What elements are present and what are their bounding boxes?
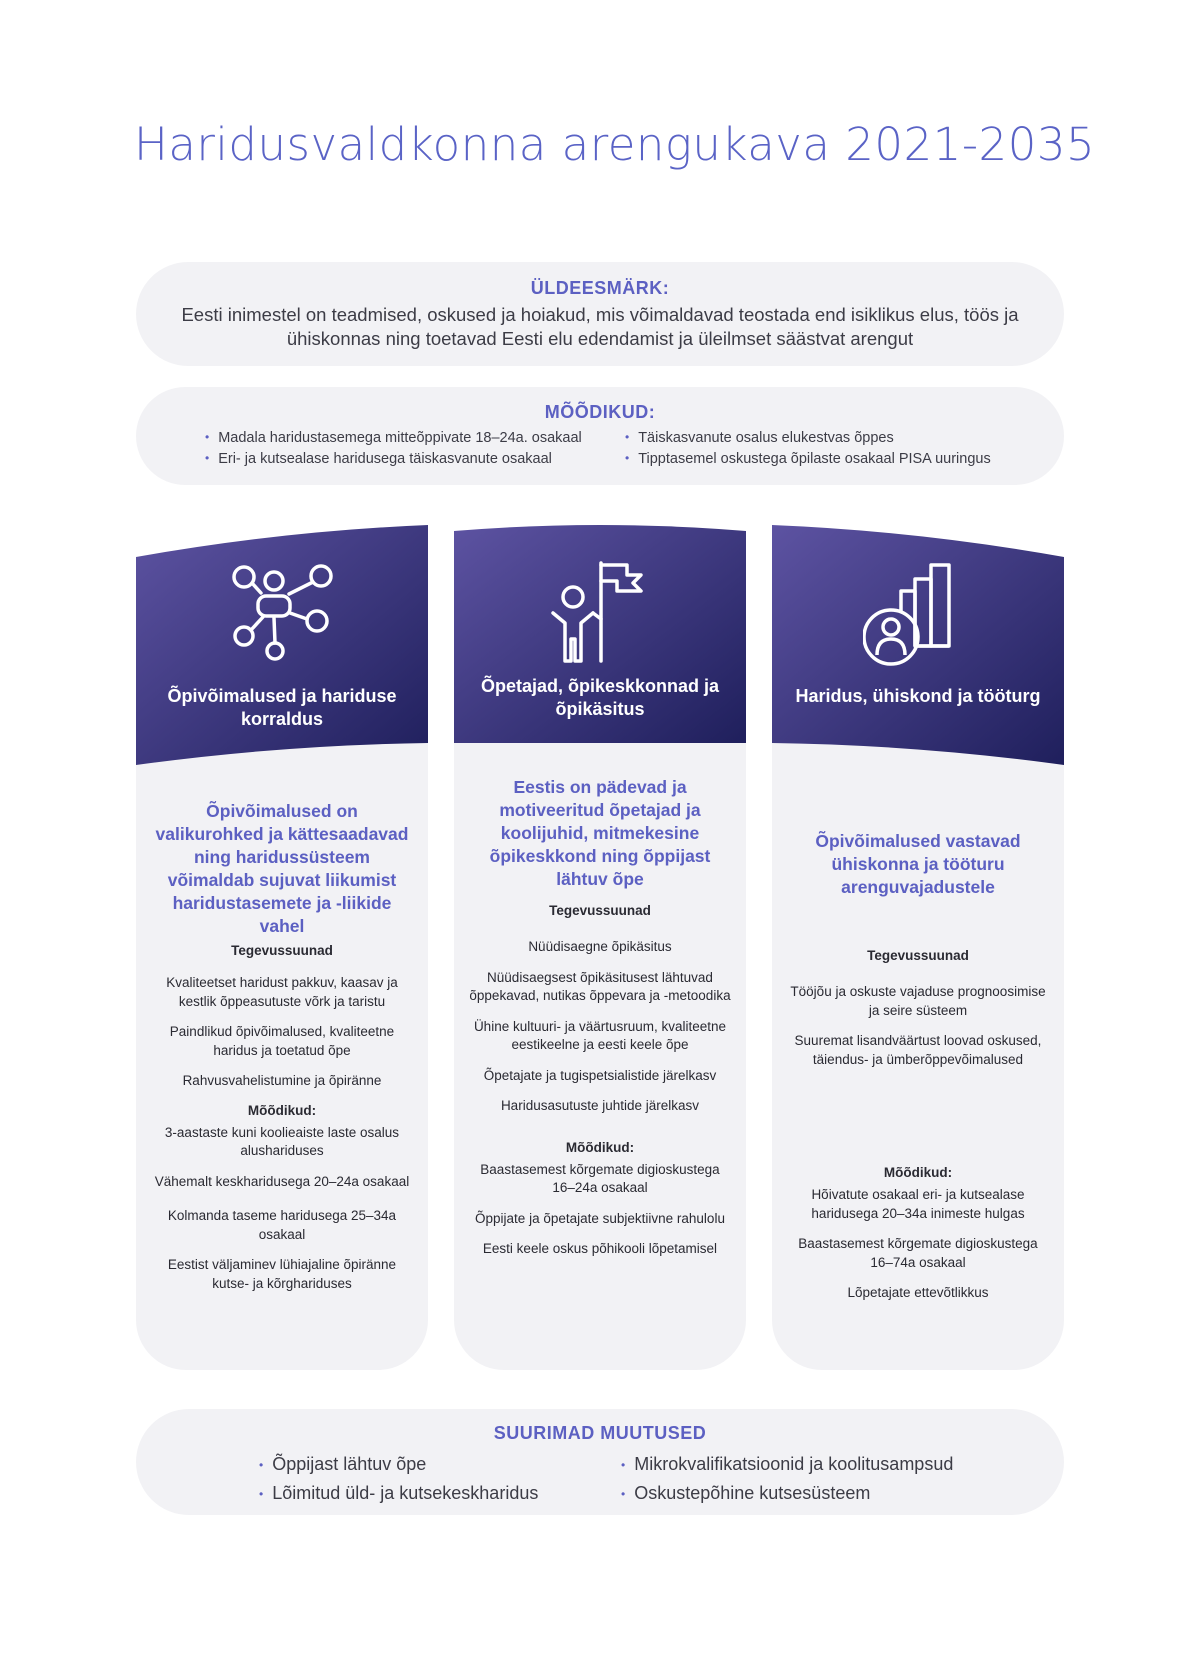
list-item: • Täiskasvanute osalus elukestvas õppes	[625, 430, 894, 446]
pillar-header	[136, 525, 428, 765]
measure-item: Lõpetajate ettevõtlikkus	[847, 1285, 989, 1300]
measures-panel	[136, 387, 1064, 485]
pillar-header	[454, 525, 746, 765]
measures-list-left	[205, 427, 625, 469]
pillar-goal: Õpivõimalused vastavad ühiskonna ja tööturu arenguvajadustele	[815, 831, 1021, 897]
measure-item: Eestist väljaminev lühiajaline õpiränne kutse- ja kõrghariduses	[167, 1257, 397, 1291]
bullet-icon: •	[625, 451, 630, 465]
pillar-column-2	[454, 525, 746, 1370]
action-item: Suuremat lisandväärtust loovad oskused, täiendus- ja ümberõppevõimalused	[794, 1033, 1042, 1067]
measure-item: Baastasemest kõrgemate digioskustega 16–74a osakaal	[798, 1236, 1038, 1270]
person-flag-icon	[545, 561, 655, 671]
measure-item: Baastasemest kõrgemate digioskustega 16–24a osakaal	[480, 1161, 720, 1195]
measures-heading: MÕÕDIKUD:	[544, 402, 656, 422]
measure-item: Kolmanda taseme haridusega 25–34a osakaal	[167, 1208, 397, 1242]
bullet-icon: •	[205, 451, 210, 465]
bullet-icon: •	[625, 430, 630, 444]
bullet-icon: •	[259, 1458, 264, 1472]
action-item: Nüüdisaegsest õpikäsitusest lähtuvad õppekavad, nutikas õppevara ja -metoodika	[469, 969, 731, 1003]
pillar-title: Õpetajad, õpikeskkonnad ja õpikäsitus	[480, 676, 720, 719]
action-item: Haridusasutuste juhtide järelkasv	[500, 1098, 700, 1113]
measures-subheading: Mõõdikud:	[883, 1165, 953, 1180]
list-item: • Oskustepõhine kutsesüsteem	[621, 1483, 871, 1503]
overall-goal-text: Eesti inimestel on teadmised, oskused ja hoiakud, mis võimaldavad teostada end isiklikus elus, töös ja ühiskonnas ning toetavad Eesti elu edendamist ja üleilmset säästvat arengut	[181, 304, 1019, 349]
pillar-column-3	[772, 525, 1064, 1370]
pillar-goal: Eestis on pädevad ja motiveeritud õpetajad ja koolijuhid, mitmekesine õpikeskkond ning õppijast lähtuv õpe	[489, 777, 711, 889]
bullet-icon: •	[205, 430, 210, 444]
action-item: Tööjõu ja oskuste vajaduse prognoosimise ja seire süsteem	[790, 984, 1046, 1018]
bullet-icon: •	[621, 1487, 626, 1501]
action-item: Õpetajate ja tugispetsialistide järelkasv	[483, 1067, 717, 1083]
measure-item: Õppijate ja õpetajate subjektiivne rahulolu	[475, 1210, 725, 1226]
list-item: • Õppijast lähtuv õpe	[259, 1454, 427, 1474]
changes-list-right	[621, 1450, 981, 1508]
overall-goal-heading: ÜLDEESMÄRK:	[530, 278, 670, 298]
action-item: Rahvusvahelistumine ja õpiränne	[182, 1073, 382, 1088]
measures-subheading: Mõõdikud:	[565, 1139, 635, 1155]
pillar-details	[786, 948, 1050, 1315]
action-item: Paindlikud õpivõimalused, kvaliteetne haridus ja toetatud õpe	[169, 1024, 395, 1058]
bullet-icon: •	[259, 1487, 264, 1501]
changes-list-left	[259, 1450, 621, 1508]
pillar-details	[150, 943, 414, 1305]
pillar-goal: Õpivõimalused on valikurohked ja kättesaadavad ning haridussüsteem võimaldab sujuvat liikumist haridustasemete ja -liikide vahel	[155, 801, 409, 936]
page-title: Haridusvaldkonna arengukava 2021-2035	[134, 118, 1096, 171]
action-item: Ühine kultuuri- ja väärtusruum, kvaliteetne eestikeelne ja eesti keele õpe	[473, 1018, 727, 1052]
measure-item: Hõivatute osakaal eri- ja kutsealase haridusega 20–34a inimeste hulgas	[811, 1187, 1025, 1221]
list-item: • Eri- ja kutsealase haridusega täiskasvanute osakaal	[205, 451, 552, 467]
list-item: • Madala haridustasemega mitteõppivate 18–24a. osakaal	[205, 430, 582, 446]
actions-heading: Tegevussuunad	[867, 948, 969, 963]
network-person-icon	[227, 561, 337, 661]
list-item: • Tipptasemel oskustega õpilaste osakaal PISA uuringus	[625, 451, 991, 467]
measure-item: Vähemalt keskharidusega 20–24a osakaal	[154, 1173, 410, 1189]
overall-goal-panel	[136, 262, 1064, 366]
actions-heading: Tegevussuunad	[231, 943, 333, 958]
biggest-changes-panel	[136, 1409, 1064, 1515]
list-item: • Mikrokvalifikatsioonid ja koolitusampsud	[621, 1454, 954, 1474]
action-item: Kvaliteetset haridust pakkuv, kaasav ja kestlik õppeasutuste võrk ja taristu	[166, 975, 398, 1009]
actions-heading: Tegevussuunad	[549, 903, 651, 918]
pillar-title: Õpivõimalused ja hariduse korraldus	[167, 686, 397, 729]
pillar-header	[772, 525, 1064, 765]
bullet-icon: •	[621, 1458, 626, 1472]
list-item: • Lõimitud üld- ja kutsekeskharidus	[259, 1483, 539, 1503]
measures-subheading: Mõõdikud:	[247, 1102, 317, 1118]
biggest-changes-heading: SUURIMAD MUUTUSED	[493, 1423, 707, 1443]
pillar-column-1	[136, 525, 428, 1370]
pillar-details	[468, 903, 732, 1271]
measure-item: Eesti keele oskus põhikooli lõpetamisel	[482, 1241, 718, 1256]
measures-list-right	[625, 427, 1025, 469]
person-growth-chart-icon	[863, 561, 973, 671]
measure-item: 3-aastaste kuni koolieaiste laste osalus alushariduses	[164, 1124, 400, 1158]
action-item: Nüüdisaegne õpikäsitus	[528, 939, 672, 954]
pillar-title: Haridus, ühiskond ja tööturg	[795, 686, 1041, 706]
